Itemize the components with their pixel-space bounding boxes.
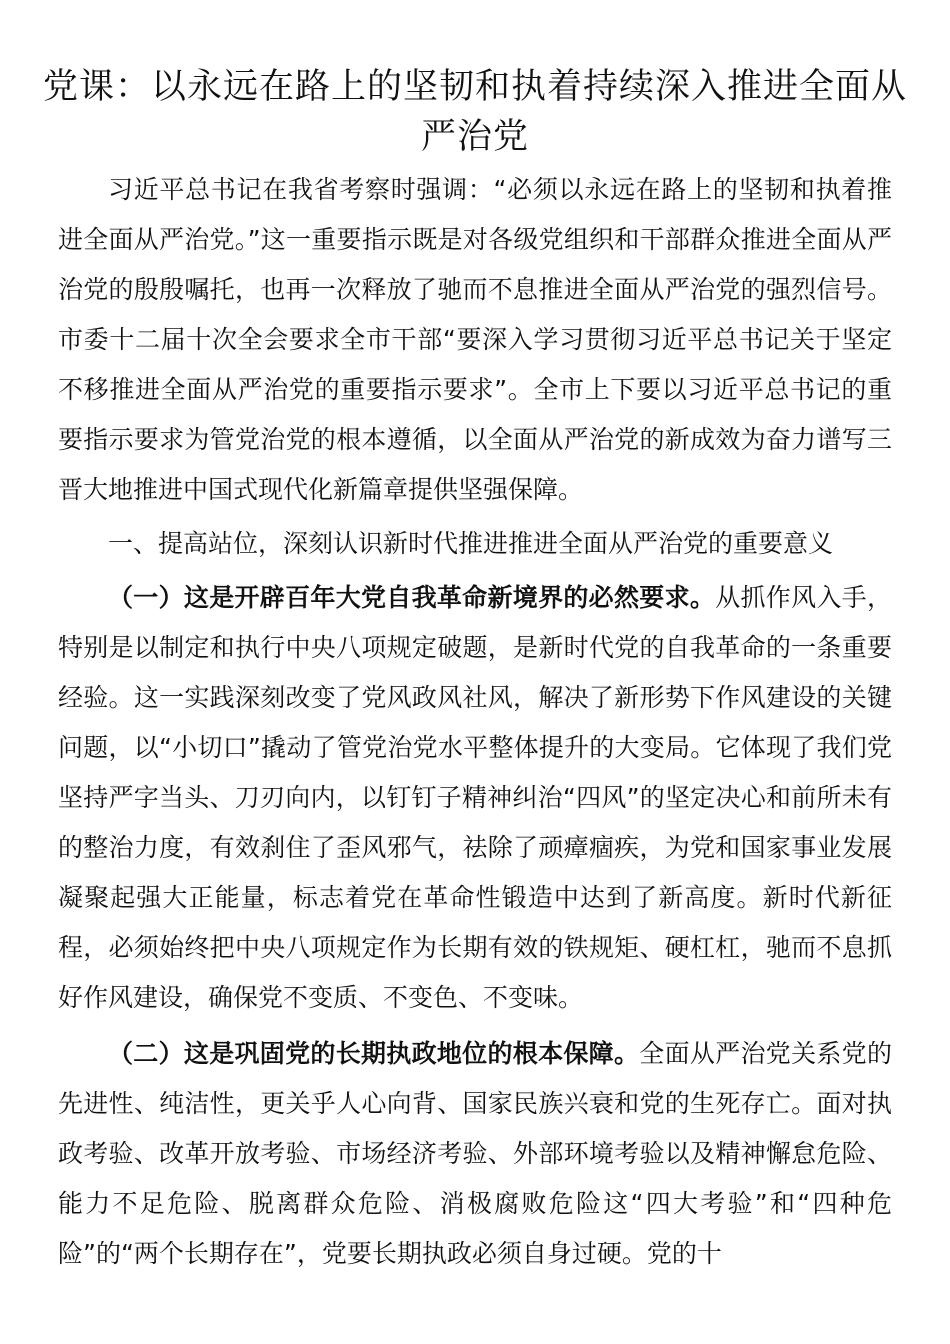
point-two-paragraph [58, 1029, 892, 1279]
point-one-heading: （一）这是开辟百年大党自我革命新境界的必然要求。 [108, 583, 716, 612]
document-title: 党课：以永远在路上的坚韧和执着持续深入推进全面从严治党 [42, 67, 907, 157]
point-two-text: 全面从严治党关系党的先进性、纯洁性，更关乎人心向背、国家民族兴衰和党的生死存亡。面对执政考验、改革开放考验、市场经济考验、外部环境考验以及精神懈怠危险、能力不足危险、脱离群众危险、消极腐败危险这“四大考验”和“四种危险”的“两个长期存在”，党要长期执政必须自身过硬。党的十 [58, 1039, 892, 1268]
point-one-paragraph [58, 573, 892, 1023]
section-one-heading: 一、提高站位，深刻认识新时代推进推进全面从严治党的重要意义 [108, 529, 834, 558]
point-one-text: 从抓作风入手，特别是以制定和执行中央八项规定破题，是新时代党的自我革命的一条重要经验。这一实践深刻改变了党风政风社风，解决了新形势下作风建设的关键问题，以“小切口”撬动了管党治党水平整体提升的大变局。它体现了我们党坚持严字当头、刀刃向内，以钉钉子精神纠治“四风”的坚定决心和前所未有的整治力度，有效刹住了歪风邪气，祛除了顽瘴痼疾，为党和国家事业发展凝聚起强大正能量，标志着党在革命性锻造中达到了新高度。新时代新征程，必须始终把中央八项规定作为长期有效的铁规矩、硬杠杠，驰而不息抓好作风建设，确保党不变质、不变色、不变味。 [58, 583, 892, 1012]
document-body [58, 165, 892, 1279]
point-two-heading: （二）这是巩固党的长期执政地位的根本保障。 [108, 1039, 640, 1068]
intro-paragraph: 习近平总书记在我省考察时强调：“必须以永远在路上的坚韧和执着推进全面从严治党。”这一重要指示既是对各级党组织和干部群众推进全面从严治党的殷殷嘱托，也再一次释放了驰而不息推进全面从严治党的强烈信号。市委十二届十次全会要求全市干部“要深入学习贯彻习近平总书记关于坚定不移推进全面从严治党的重要指示要求”。全市上下要以习近平总书记的重要指示要求为管党治党的根本遵循，以全面从严治党的新成效为奋力谱写三晋大地推进中国式现代化新篇章提供坚强保障。 [58, 175, 892, 504]
